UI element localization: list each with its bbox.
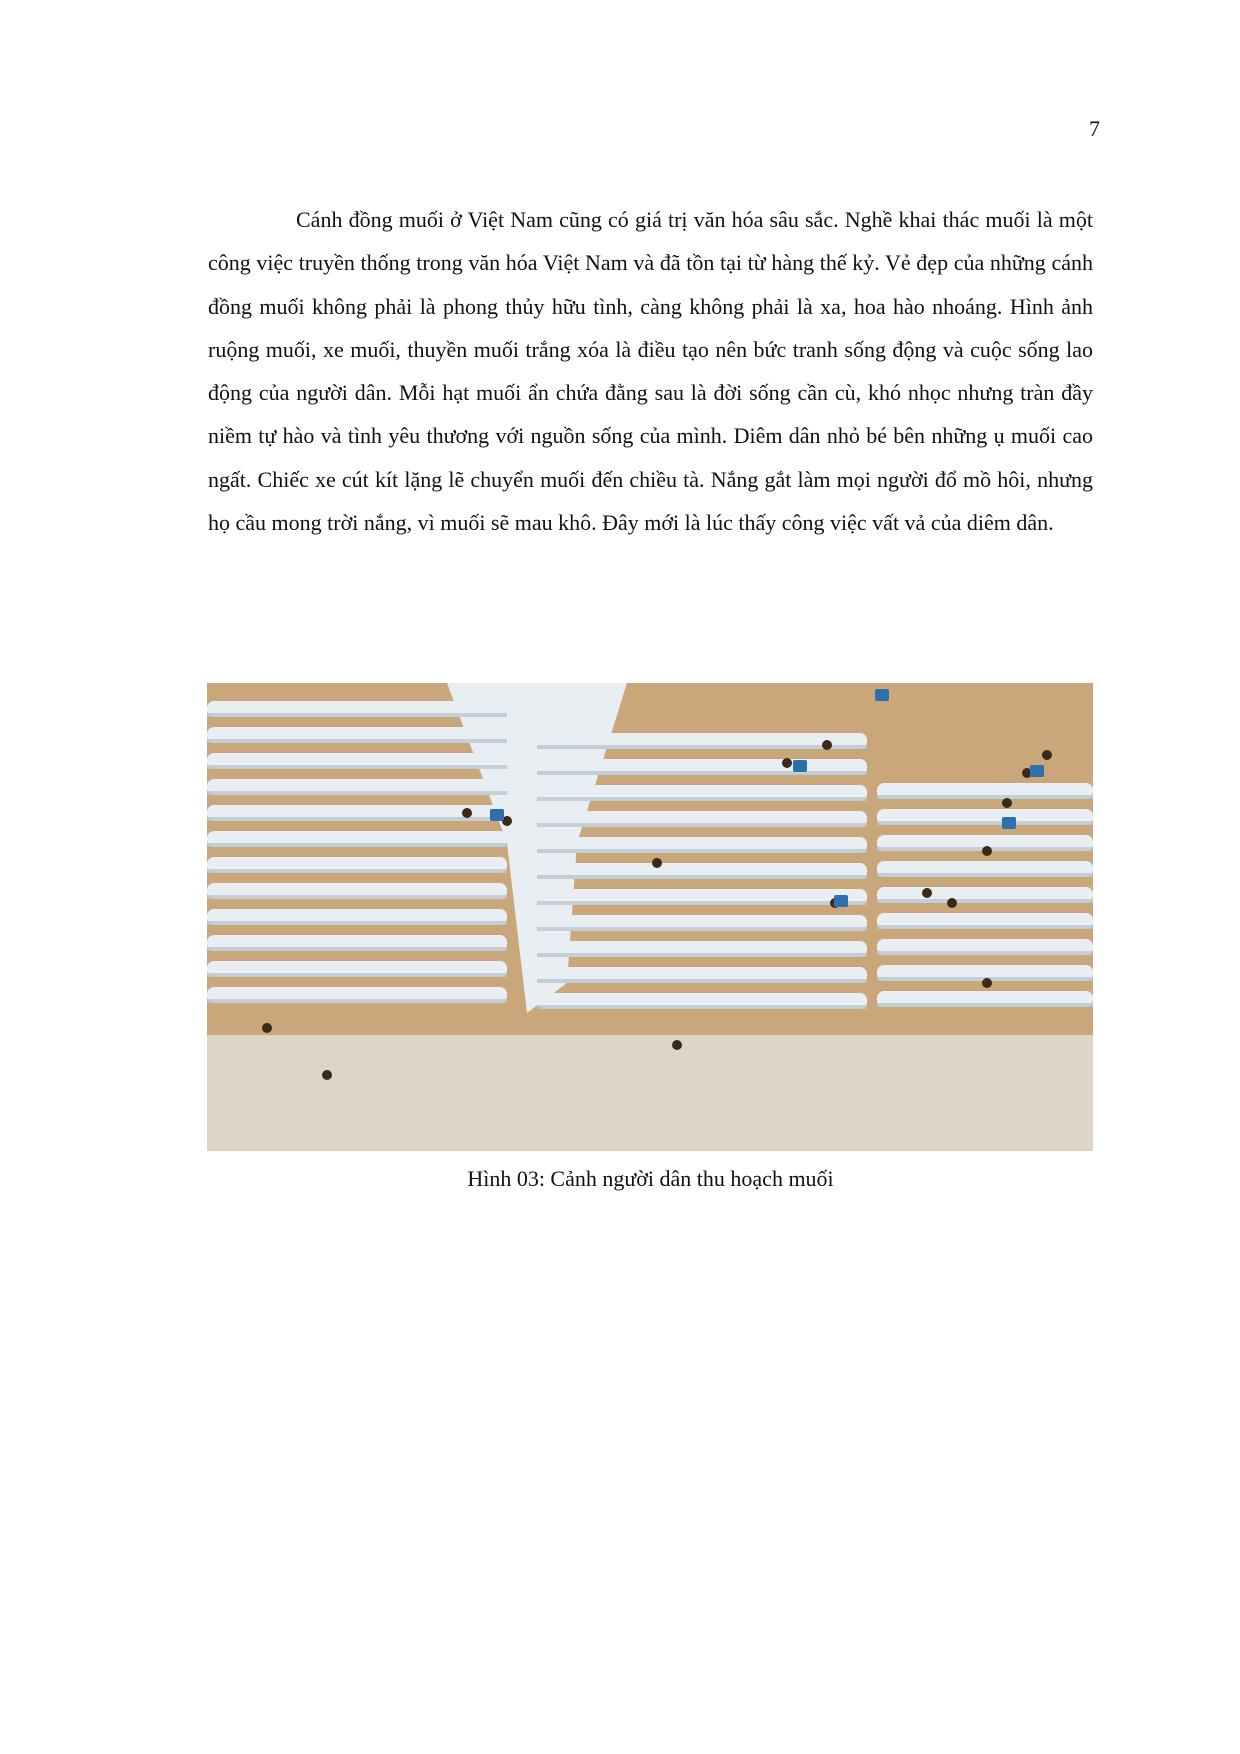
salt-row-shadow — [207, 765, 507, 769]
salt-row-shadow — [537, 745, 867, 749]
salt-row-shadow — [537, 797, 867, 801]
salt-basket — [875, 689, 889, 701]
salt-row-shadow — [877, 1003, 1093, 1007]
salt-basket — [1002, 817, 1016, 829]
worker-figure — [947, 898, 957, 908]
salt-basket — [1030, 765, 1044, 777]
worker-figure — [782, 758, 792, 768]
salt-row-shadow — [537, 849, 867, 853]
salt-row-shadow — [537, 953, 867, 957]
worker-figure — [1042, 750, 1052, 760]
salt-row-shadow — [207, 739, 507, 743]
salt-basket — [793, 760, 807, 772]
worker-figure — [262, 1023, 272, 1033]
worker-figure — [652, 858, 662, 868]
salt-row-shadow — [877, 795, 1093, 799]
worker-figure — [982, 978, 992, 988]
salt-row-shadow — [537, 1005, 867, 1009]
salt-row-shadow — [207, 843, 507, 847]
salt-row-shadow — [207, 713, 507, 717]
salt-row-shadow — [537, 823, 867, 827]
salt-row-shadow — [877, 873, 1093, 877]
worker-figure — [822, 740, 832, 750]
salt-row-shadow — [207, 869, 507, 873]
salt-row-shadow — [207, 999, 507, 1003]
page-number: 7 — [1089, 116, 1100, 141]
worker-figure — [922, 888, 932, 898]
salt-row-shadow — [877, 925, 1093, 929]
salt-basket — [834, 895, 848, 907]
salt-row-shadow — [207, 921, 507, 925]
salt-row-shadow — [207, 947, 507, 951]
salt-row-shadow — [207, 817, 507, 821]
salt-row-shadow — [207, 895, 507, 899]
salt-row-shadow — [537, 901, 867, 905]
salt-row-shadow — [537, 927, 867, 931]
salt-row-shadow — [537, 979, 867, 983]
worker-figure — [672, 1040, 682, 1050]
worker-figure — [462, 808, 472, 818]
salt-row-shadow — [537, 875, 867, 879]
salt-flat — [207, 1035, 1093, 1151]
salt-field-illustration — [207, 683, 1093, 1151]
worker-figure — [1002, 798, 1012, 808]
salt-row-shadow — [207, 973, 507, 977]
worker-figure — [322, 1070, 332, 1080]
salt-row-shadow — [877, 951, 1093, 955]
salt-row-shadow — [537, 771, 867, 775]
worker-figure — [982, 846, 992, 856]
salt-row-shadow — [877, 899, 1093, 903]
salt-basket — [490, 809, 504, 821]
salt-row-shadow — [207, 791, 507, 795]
figure-salt-field-photo — [207, 683, 1093, 1151]
body-paragraph: Cánh đồng muối ở Việt Nam cũng có giá trị văn hóa sâu sắc. Nghề khai thác muối là một công việc truyền thống trong văn hóa Việt Nam và đã tồn tại từ hàng thế kỷ. Vẻ đẹp của những cánh đồng muối không phải là phong thủy hữu tình, càng không phải là xa, hoa hào nhoáng. Hình ảnh ruộng muối, xe muối, thuyền muối trắng xóa là điều tạo nên bức tranh sống động và cuộc sống lao động của người dân. Mỗi hạt muối ẩn chứa đằng sau là đời sống cần cù, khó nhọc nhưng tràn đầy niềm tự hào và tình yêu thương với nguồn sống của mình. Diêm dân nhỏ bé bên những ụ muối cao ngất. Chiếc xe cút kít lặng lẽ chuyển muối đến chiều tà. Nắng gắt làm mọi người đổ mồ hôi, nhưng họ cầu mong trời nắng, vì muối sẽ mau khô. Đây mới là lúc thấy công việc vất vả của diêm dân. — [208, 207, 1093, 536]
figure-caption: Hình 03: Cảnh người dân thu hoạch muối — [467, 1166, 834, 1191]
salt-row-shadow — [877, 821, 1093, 825]
